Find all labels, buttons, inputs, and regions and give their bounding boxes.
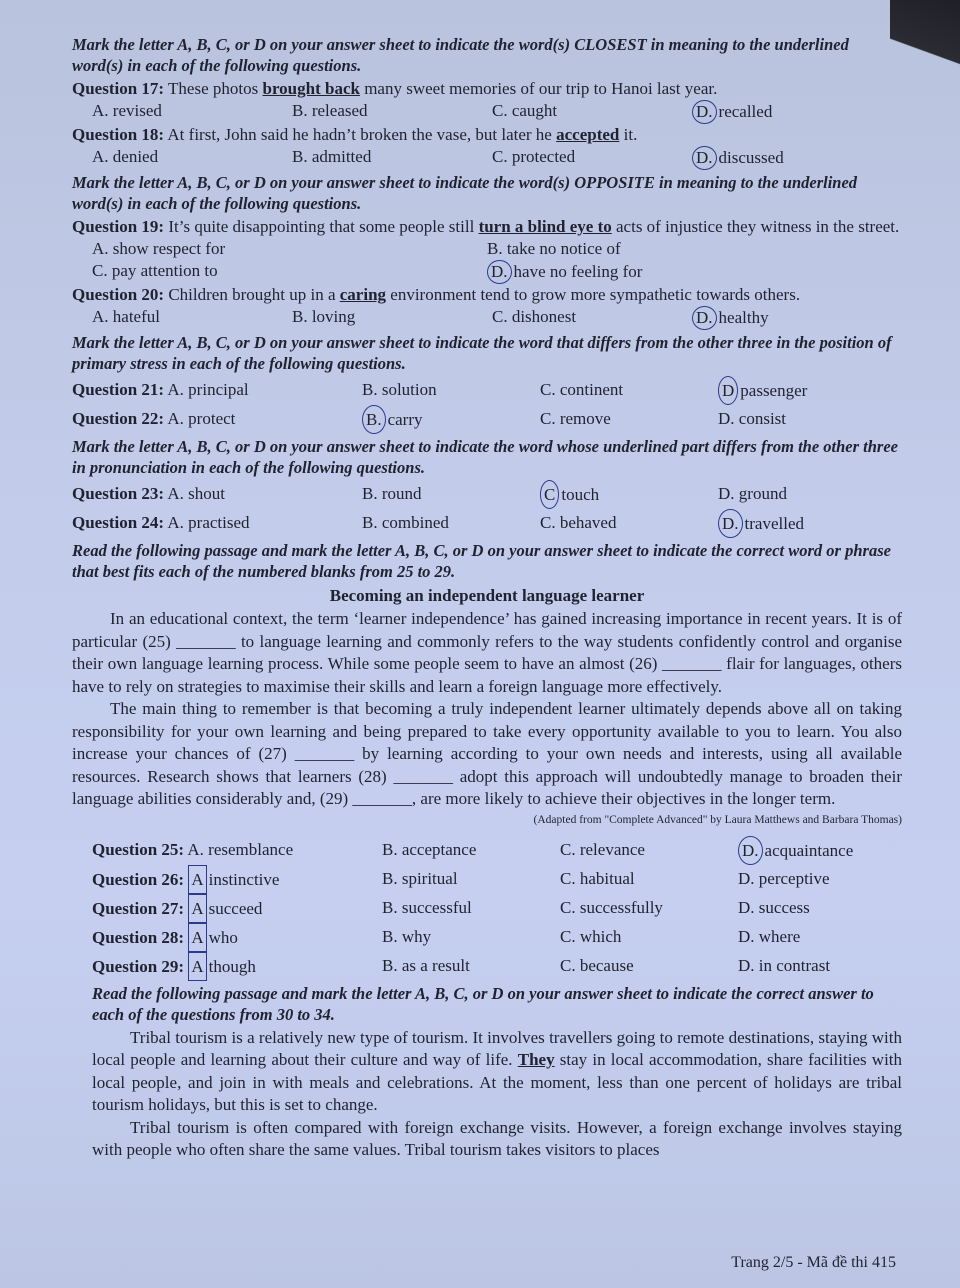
instruction-opposite: Mark the letter A, B, C, or D on your answer sheet to indicate the word(s) OPPOSITE in meaning to the underlined word(s) in each of the following questions. <box>72 173 858 213</box>
instruction-pronunciation: Mark the letter A, B, C, or D on your answer sheet to indicate the word whose underlined part differs from the other three in pronunciation in each of the following questions. <box>72 437 898 477</box>
option-b[interactable]: B. why <box>382 926 432 946</box>
option-c[interactable]: C. because <box>560 955 634 975</box>
option-b[interactable]: B. take no notice of <box>487 239 621 258</box>
option-b[interactable]: B. admitted <box>292 147 372 166</box>
option-d[interactable]: D. perceptive <box>738 868 830 888</box>
option-a[interactable]: A instinctive <box>188 870 279 889</box>
passage-1-paragraph-2: The main thing to remember is that becoming a truly independent learner ultimately depends above all on taking responsibility for your own learning and being prepared to take every opportunity available to you to learn. You also increase your chances of (27) _______ by learning according to your own needs and interests, using all available resources. Research shows that learners (28) _______ adopt this approach will undoubtedly manage to broaden their language abilities considerably and, (29) _______, are more likely to achieve their objectives in the longer term. <box>72 699 902 808</box>
question-19: Question 19: It’s quite disappointing that some people still turn a blind eye to acts of injustice they witness in the street. <box>72 217 900 236</box>
passage-2-paragraph-2: Tribal tourism is often compared with foreign exchange visits. However, a foreign exchange involves staying with people who often share the same values. Tribal tourism takes visitors to places <box>92 1117 902 1159</box>
option-b[interactable]: B. solution <box>362 380 437 399</box>
instruction-passage-1: Read the following passage and mark the letter A, B, C, or D on your answer sheet to indicate the correct word or phrase that best fits each of the numbered blanks from 25 to 29. <box>72 541 891 581</box>
passage-title: Becoming an independent language learner <box>329 586 645 605</box>
option-c[interactable]: C. habitual <box>560 868 635 888</box>
answer-circle: D. <box>487 260 512 284</box>
option-d[interactable]: D. where <box>738 926 801 946</box>
question-17: Question 17: These photos brought back many sweet memories of our trip to Hanoi last year. <box>72 79 718 98</box>
instruction-passage-2: Read the following passage and mark the letter A, B, C, or D on your answer sheet to indicate the correct answer to each of the questions from 30 to 34. <box>92 983 874 1024</box>
question-20: Question 20: Children brought up in a caring environment tend to grow more sympathetic towards others. <box>72 285 801 304</box>
option-d[interactable]: D. have no feeling for <box>487 260 882 284</box>
option-d[interactable]: D. discussed <box>692 146 892 170</box>
answer-circle: D. <box>692 306 717 330</box>
question-24: Question 24: A. practised B. combined C. behaved D. travelled <box>72 509 902 538</box>
question-21: Question 21: A. principal B. solution C. continent D passenger <box>72 376 902 405</box>
option-d[interactable]: D. travelled <box>718 509 908 538</box>
passage-source: (Adapted from "Complete Advanced" by Laura Matthews and Barbara Thomas) <box>533 813 902 826</box>
option-a[interactable]: A though <box>188 957 256 976</box>
option-d[interactable]: D. success <box>738 897 810 917</box>
option-d[interactable]: D passenger <box>718 376 908 405</box>
option-c[interactable]: C. which <box>560 926 622 946</box>
option-a[interactable]: A. denied <box>92 147 159 166</box>
option-c[interactable]: C touch <box>540 480 718 509</box>
answer-circle: C <box>540 480 559 509</box>
option-d[interactable]: D. ground <box>718 484 787 503</box>
option-a[interactable]: A. resemblance <box>187 839 294 859</box>
question-18-options <box>72 146 902 170</box>
option-c[interactable]: C. pay attention to <box>92 261 218 280</box>
option-b[interactable]: B. round <box>362 484 422 503</box>
option-a[interactable]: A. hateful <box>92 307 160 326</box>
answer-circle: B. <box>362 405 386 434</box>
instruction-stress: Mark the letter A, B, C, or D on your answer sheet to indicate the word that differs from the other three in the position of primary stress in each of the following questions. <box>72 333 892 373</box>
option-c[interactable]: C. protected <box>492 147 576 166</box>
option-d[interactable]: D. consist <box>718 409 786 428</box>
answer-circle: D. <box>692 100 717 124</box>
answer-box: A <box>188 894 206 923</box>
option-d[interactable]: D. in contrast <box>738 955 831 975</box>
option-b[interactable]: B. loving <box>292 307 356 326</box>
option-b[interactable]: B. carry <box>362 405 540 434</box>
question-22: Question 22: A. protect B. carry C. remove D. consist <box>72 405 902 434</box>
answer-circle: D <box>718 376 738 405</box>
option-d[interactable]: D. recalled <box>692 100 892 124</box>
option-a[interactable]: A. protect <box>167 409 236 428</box>
option-b[interactable]: B. released <box>292 101 368 120</box>
exam-page <box>72 32 902 1162</box>
option-b[interactable]: B. spiritual <box>382 868 458 888</box>
option-a[interactable]: A. practised <box>167 513 250 532</box>
option-b[interactable]: B. successful <box>382 897 472 917</box>
question-29: Question 29: A though B. as a result C. because D. in contrast <box>72 952 902 981</box>
option-d[interactable]: D. acquaintance <box>738 836 918 865</box>
option-d[interactable]: D. healthy <box>692 306 892 330</box>
option-b[interactable]: B. combined <box>362 513 449 532</box>
page-footer: Trang 2/5 - Mã đề thi 415 <box>731 1254 896 1271</box>
option-a[interactable]: A. principal <box>167 380 249 399</box>
question-28: Question 28: A who B. why C. which D. where <box>72 923 902 952</box>
option-b[interactable]: B. as a result <box>382 955 470 975</box>
instruction-closest: Mark the letter A, B, C, or D on your answer sheet to indicate the word(s) CLOSEST in meaning to the underlined word(s) in each of the following questions. <box>72 35 849 75</box>
option-c[interactable]: C. relevance <box>560 839 645 859</box>
question-18: Question 18: At first, John said he hadn’t broken the vase, but later he accepted it. <box>72 125 638 144</box>
answer-box: A <box>188 923 206 952</box>
option-b[interactable]: B. acceptance <box>382 839 477 859</box>
question-27: Question 27: A succeed B. successful C. successfully D. success <box>72 894 902 923</box>
option-a[interactable]: A. revised <box>92 101 162 120</box>
option-c[interactable]: C. successfully <box>560 897 663 917</box>
answer-circle: D. <box>692 146 717 170</box>
answer-circle: D. <box>718 509 743 538</box>
question-23: Question 23: A. shout B. round C touch D. ground <box>72 480 902 509</box>
question-25: Question 25: A. resemblance B. acceptance C. relevance D. acquaintance <box>72 836 902 865</box>
question-19-options <box>72 238 902 284</box>
question-20-options <box>72 306 902 330</box>
option-c[interactable]: C. caught <box>492 101 558 120</box>
option-c[interactable]: C. dishonest <box>492 307 577 326</box>
passage-2-paragraph-1: Tribal tourism is a relatively new type of tourism. It involves travellers going to remote destinations, staying with local people and learning about their culture and way of life. They stay in local accommodation, share facilities with local people, and join in with meals and celebrations. At the moment, less than one percent of holidays are tribal tourism holidays, but this is set to change. <box>92 1027 903 1114</box>
option-c[interactable]: C. remove <box>540 409 611 428</box>
option-a[interactable]: A succeed <box>188 899 262 918</box>
question-17-options <box>72 100 902 124</box>
answer-box: A <box>188 952 206 981</box>
answer-circle: D. <box>738 836 763 865</box>
option-c[interactable]: C. behaved <box>540 513 617 532</box>
passage-1-paragraph-1: In an educational context, the term ‘learner independence’ has gained increasing importance in recent years. It is of particular (25) _______ to language learning and commonly refers to the way students confidently control and organise their own language learning process. While some people seem to have an almost (26) _______ flair for languages, others have to rely on strategies to maximise their skills and learn a foreign language more effectively. <box>72 609 902 696</box>
option-a[interactable]: A. shout <box>167 484 226 503</box>
option-a[interactable]: A. show respect for <box>92 239 226 258</box>
option-a[interactable]: A who <box>188 928 238 947</box>
option-c[interactable]: C. continent <box>540 380 624 399</box>
question-26: Question 26: A instinctive B. spiritual C. habitual D. perceptive <box>72 865 902 894</box>
answer-box: A <box>188 865 206 894</box>
